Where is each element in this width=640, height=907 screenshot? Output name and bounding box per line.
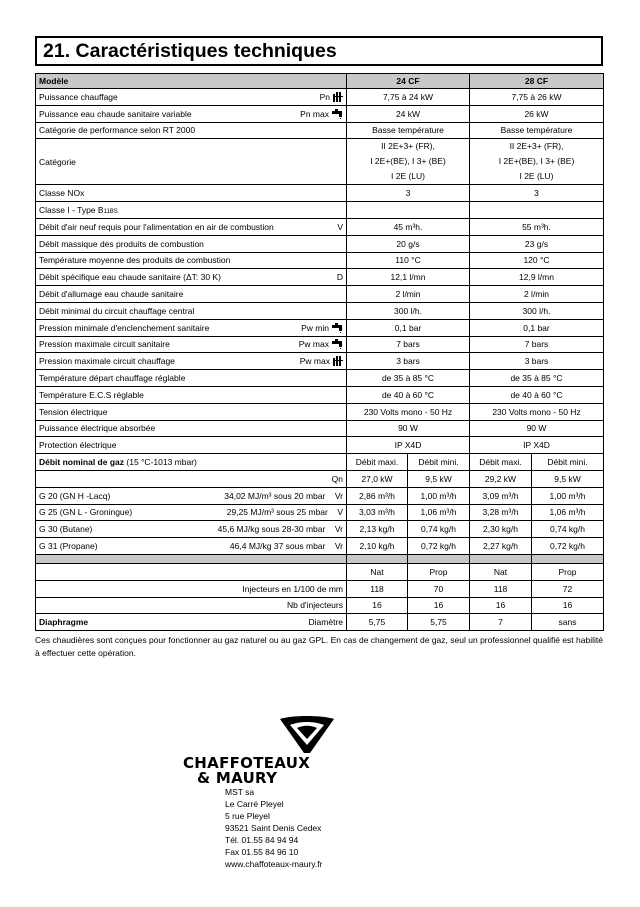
gas-header-row [36, 454, 604, 471]
radiator-icon [333, 356, 343, 366]
cell: 1,00 m³/h [408, 487, 470, 504]
table-row [36, 580, 604, 597]
gas-name: G 31 (Propane) [39, 541, 98, 552]
value-24cf: 230 Volts mono - 50 Hz [347, 403, 470, 420]
row-label: Pression maximale circuit chauffage [39, 356, 175, 367]
row-label [36, 202, 347, 219]
table-row [36, 286, 604, 303]
cell: 29,2 kW [470, 470, 532, 487]
value-28cf: Basse température [470, 122, 604, 139]
value-28cf: 230 Volts mono - 50 Hz [470, 403, 604, 420]
value-24cf: 3 bars [347, 353, 470, 370]
row-label: Pression maximale circuit sanitaire [39, 339, 170, 350]
row-label: Catégorie de performance selon RT 2000 [36, 122, 347, 139]
col-header: Prop [532, 563, 604, 580]
row-symbol: D [336, 272, 343, 283]
table-row [36, 89, 604, 106]
table-row [36, 538, 604, 555]
table-row [36, 202, 604, 219]
value-24cf: de 35 à 85 °C [347, 370, 470, 387]
row-label: Débit d'allumage eau chaude sanitaire [36, 286, 347, 303]
row-label: Débit massique des produits de combustion [36, 235, 347, 252]
value-24cf: 12,1 l/mn [347, 269, 470, 286]
row-label: Diaphragme [39, 617, 89, 628]
tap-icon [332, 323, 343, 333]
cell: sans [532, 614, 604, 631]
row-label: Température moyenne des produits de combustion [36, 252, 347, 269]
value-24cf: 20 g/s [347, 235, 470, 252]
value-28cf: 3 bars [470, 353, 604, 370]
cell: 3,09 m³/h [470, 487, 532, 504]
table-row [36, 614, 604, 631]
value-28cf: 3 [470, 185, 604, 202]
address-block [225, 786, 322, 870]
brand-name-second-line: & MAURY [197, 769, 278, 787]
model-24cf-header: 24 CF [347, 74, 470, 89]
gas-spec: 45,6 MJ/kg sous 28-30 mbar [217, 524, 326, 535]
fax-line: Fax 01.55 84 96 10 [225, 847, 299, 857]
gas-spec: 46,4 MJ/kg 37 sous mbar [229, 541, 326, 552]
category-line: I 2E+(BE), I 3+ (BE) [498, 156, 575, 167]
table-row [36, 139, 604, 185]
row-label: Injecteurs en 1/100 de mm [36, 580, 347, 597]
table-row [36, 252, 604, 269]
row-label: Puissance eau chaude sanitaire variable [39, 108, 192, 119]
category-line: II 2E+3+ (FR), [381, 141, 435, 152]
radiator-icon [333, 92, 343, 102]
row-label: Débit minimal du circuit chauffage central [36, 302, 347, 319]
phone-line: Tél. 01.55 84 94 94 [225, 835, 299, 845]
value-24cf: 0,1 bar [347, 319, 470, 336]
row-label-subscript: 11BS [103, 209, 118, 216]
value-24cf: 7,75 à 24 kW [347, 89, 470, 106]
category-line: I 2E+(BE), I 3+ (BE) [370, 156, 446, 167]
row-symbol: Diamètre [308, 617, 343, 628]
table-row [36, 470, 604, 487]
row-symbol: Pw min [301, 322, 329, 333]
col-header: Débit mini. [532, 454, 604, 471]
table-row [36, 504, 604, 521]
category-line: I 2E (LU) [390, 171, 425, 182]
row-label: Classe NOx [36, 185, 347, 202]
tap-icon [332, 109, 343, 119]
gas-title-note: (15 °C-1013 mbar) [126, 457, 197, 468]
value-24cf: 45 m³h. [347, 218, 470, 235]
address-line: MST sa [225, 787, 255, 797]
row-label: Pression minimale d'enclenchement sanitaire [39, 322, 210, 333]
cell: 5,75 [408, 614, 470, 631]
row-symbol: V [337, 221, 343, 232]
table-row [36, 319, 604, 336]
value-28cf: 26 kW [470, 105, 604, 122]
table-row [36, 302, 604, 319]
cell: 118 [470, 580, 532, 597]
table-row [36, 218, 604, 235]
cell: 118 [347, 580, 408, 597]
category-line: II 2E+3+ (FR), [509, 141, 564, 152]
cell: 1,00 m³/h [532, 487, 604, 504]
col-header: Nat [470, 563, 532, 580]
table-row [36, 386, 604, 403]
table-row [36, 336, 604, 353]
table-row [36, 370, 604, 387]
value-24cf: 7 bars [347, 336, 470, 353]
value-28cf [470, 202, 604, 219]
gas-name: G 30 (Butane) [39, 524, 93, 535]
blank-cell [36, 563, 347, 580]
value-24cf [347, 139, 470, 185]
table-row [36, 269, 604, 286]
value-28cf: 90 W [470, 420, 604, 437]
value-28cf: 7 bars [470, 336, 604, 353]
value-28cf [470, 139, 604, 185]
value-24cf: 300 l/h. [347, 302, 470, 319]
table-row [36, 122, 604, 139]
cell: 2,27 kg/h [470, 538, 532, 555]
cell: 0,72 kg/h [532, 538, 604, 555]
model-header: Modèle [36, 74, 347, 89]
cell: 2,86 m³/h [347, 487, 408, 504]
row-symbol: V [337, 507, 343, 518]
row-symbol: Pn max [300, 108, 329, 119]
row-label: Protection électrique [36, 437, 347, 454]
table-row [36, 521, 604, 538]
cell: 9,5 kW [532, 470, 604, 487]
cell: 2,30 kg/h [470, 521, 532, 538]
cell: 70 [408, 580, 470, 597]
row-symbol: Vr [334, 490, 343, 501]
row-symbol: Pn [319, 91, 330, 102]
row-label: Tension électrique [36, 403, 347, 420]
cell: 7 [470, 614, 532, 631]
value-24cf: 24 kW [347, 105, 470, 122]
table-header [36, 74, 604, 89]
row-symbol: Vr [334, 541, 343, 552]
value-24cf: 2 l/min [347, 286, 470, 303]
value-28cf: 2 l/min [470, 286, 604, 303]
value-28cf: de 35 à 85 °C [470, 370, 604, 387]
cell: 2,13 kg/h [347, 521, 408, 538]
col-header: Débit mini. [408, 454, 470, 471]
cell: 5,75 [347, 614, 408, 631]
table-row [36, 437, 604, 454]
value-24cf: 3 [347, 185, 470, 202]
table-row [36, 185, 604, 202]
value-24cf: IP X4D [347, 437, 470, 454]
model-28cf-header: 28 CF [470, 74, 604, 89]
injector-header-row [36, 563, 604, 580]
footnote: Ces chaudières sont conçues pour fonctionner au gaz naturel ou au gaz GPL. En cas de changement de gaz, seul un professionnel qualifié est habilité à effectuer cette opération. [35, 635, 603, 658]
value-24cf [347, 202, 470, 219]
gas-spec: 34,02 MJ/m³ sous 20 mbar [224, 490, 326, 501]
row-label-text: Classe I - Type B [39, 205, 104, 216]
cell: 1,06 m³/h [532, 504, 604, 521]
value-28cf: 12,9 l/mn [470, 269, 604, 286]
value-28cf: 0,1 bar [470, 319, 604, 336]
row-symbol: Vr [334, 524, 343, 535]
table-row [36, 420, 604, 437]
value-24cf: de 40 à 60 °C [347, 386, 470, 403]
website-link[interactable]: www.chaffoteaux-maury.fr [225, 859, 323, 869]
gas-name: G 25 (GN L - Groningue) [39, 507, 133, 518]
table-row [36, 105, 604, 122]
gas-spec: 29,25 MJ/m³ sous 25 mbar [226, 507, 328, 518]
row-label: Puissance électrique absorbée [36, 420, 347, 437]
row-label: Débit d'air neuf requis pour l'alimentation en air de combustion [39, 221, 274, 232]
page-title: 21. Caractéristiques techniques [35, 36, 603, 66]
value-24cf: 110 °C [347, 252, 470, 269]
col-header: Prop [408, 563, 470, 580]
value-28cf: 7,75 à 26 kW [470, 89, 604, 106]
row-label: Catégorie [36, 139, 347, 185]
cell: 72 [532, 580, 604, 597]
row-label: Température départ chauffage réglable [36, 370, 347, 387]
cell: 16 [347, 597, 408, 614]
address-line: 5 rue Pleyel [225, 811, 270, 821]
table-row [36, 353, 604, 370]
table-row [36, 487, 604, 504]
cell: 0,72 kg/h [408, 538, 470, 555]
row-label: Puissance chauffage [39, 91, 118, 102]
gas-name: G 20 (GN H -Lacq) [39, 490, 111, 501]
gas-title: Débit nominal de gaz [39, 457, 125, 468]
address-line: 93521 Saint Denis Cedex [225, 823, 322, 833]
cell: 0,74 kg/h [532, 521, 604, 538]
cell: 2,10 kg/h [347, 538, 408, 555]
tap-icon [332, 339, 343, 349]
col-header: Débit maxi. [347, 454, 408, 471]
value-28cf: IP X4D [470, 437, 604, 454]
brand-logo-icon [272, 715, 342, 755]
cell: 9,5 kW [408, 470, 470, 487]
spec-table [35, 73, 604, 631]
row-symbol: Qn [36, 470, 347, 487]
table-row [36, 403, 604, 420]
row-symbol: Pw max [298, 339, 329, 350]
cell: 1,06 m³/h [408, 504, 470, 521]
row-label: Température E.C.S réglable [36, 386, 347, 403]
category-line: I 2E (LU) [519, 171, 554, 182]
value-24cf: Basse température [347, 122, 470, 139]
cell: 16 [532, 597, 604, 614]
address-line: Le Carré Pleyel [225, 799, 284, 809]
col-header: Nat [347, 563, 408, 580]
col-header: Débit maxi. [470, 454, 532, 471]
value-28cf: 300 l/h. [470, 302, 604, 319]
value-24cf: 90 W [347, 420, 470, 437]
table-row [36, 235, 604, 252]
cell: 3,28 m³/h [470, 504, 532, 521]
value-28cf: 55 m³h. [470, 218, 604, 235]
row-label: Débit spécifique eau chaude sanitaire (ΔT: 30 K) [39, 272, 221, 283]
cell: 16 [408, 597, 470, 614]
cell: 3,03 m³/h [347, 504, 408, 521]
value-28cf: de 40 à 60 °C [470, 386, 604, 403]
row-label: Nb d'injecteurs [36, 597, 347, 614]
value-28cf: 120 °C [470, 252, 604, 269]
brand-name: CHAFFOTEAUX [183, 754, 311, 772]
separator-row [36, 554, 604, 563]
cell: 27,0 kW [347, 470, 408, 487]
table-row [36, 597, 604, 614]
gas-section-title [36, 454, 347, 471]
cell: 0,74 kg/h [408, 521, 470, 538]
cell: 16 [470, 597, 532, 614]
value-28cf: 23 g/s [470, 235, 604, 252]
row-symbol: Pw max [299, 356, 330, 367]
